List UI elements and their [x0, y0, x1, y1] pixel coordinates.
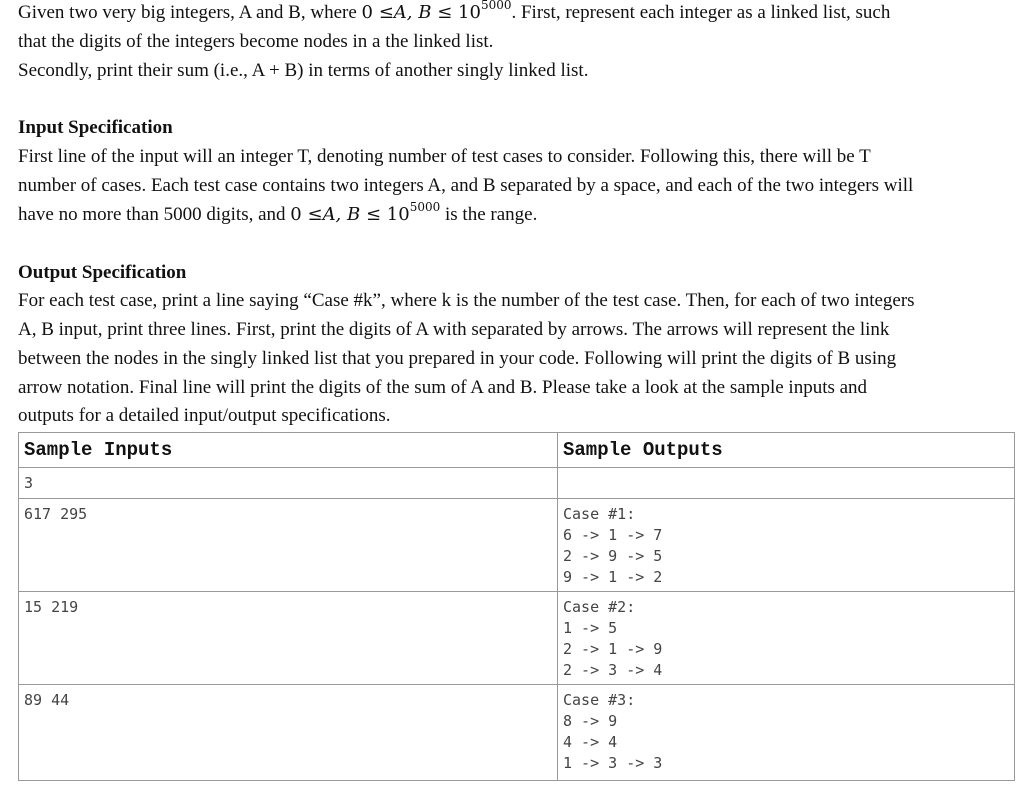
- intro-line-2: that the digits of the integers become nodes in a the linked list.: [18, 31, 494, 52]
- samples-table: [18, 432, 1015, 781]
- sample-outputs-header: Sample Outputs: [558, 433, 1015, 468]
- range-formula: 0 ≤A, $B \le 10^{5000}$: [361, 0, 512, 23]
- input-cell: 89 44: [19, 685, 558, 781]
- intro-line-3: Secondly, print their sum (i.e., A + B) in terms of another singly linked list.: [18, 60, 589, 81]
- intro-line-1: [18, 2, 890, 24]
- sample-inputs-header: Sample Inputs: [19, 433, 558, 468]
- output-cell: Case #1: 6 -> 1 -> 7 2 -> 9 -> 5 9 -> 1 -> 2: [558, 499, 1015, 592]
- output-cell: Case #3: 8 -> 9 4 -> 4 1 -> 3 -> 3: [558, 685, 1015, 781]
- output-spec-line-2: A, B input, print three lines. First, print the digits of A with separated by arrows. The arrows will represent the link: [18, 319, 890, 340]
- output-spec-line-3: between the nodes in the singly linked list that you prepared in your code. Following will print the digits of B using: [18, 348, 897, 369]
- table-row: [19, 468, 1015, 499]
- output-spec-line-4: arrow notation. Final line will print the digits of the sum of A and B. Please take a look at the sample inputs and: [18, 377, 868, 398]
- output-cell: Case #2: 1 -> 5 2 -> 1 -> 9 2 -> 3 -> 4: [558, 592, 1015, 685]
- input-spec-line-1: First line of the input will an integer T, denoting number of test cases to consider. Following this, there will be T: [18, 146, 871, 167]
- table-row: [19, 592, 1015, 685]
- range-formula-2: 0 ≤A, $B \le 10^{5000}$: [290, 200, 441, 225]
- table-row: [19, 685, 1015, 781]
- input-spec-line-3: have no more than 5000 digits, and 0 ≤A, $B \le 10^{5000}$ is the range.: [18, 200, 538, 225]
- input-spec-line-2: number of cases. Each test case contains two integers A, and B separated by a space, and each of the two integers will: [18, 175, 914, 196]
- output-spec-line-5: outputs for a detailed input/output specifications.: [18, 405, 391, 426]
- intro-text-a: Given two very big integers, A and B, where: [18, 2, 357, 23]
- intro-text-b: . First, represent each integer as a linked list, such: [511, 2, 891, 23]
- table-row: [19, 499, 1015, 592]
- input-cell: 15 219: [19, 592, 558, 685]
- input-cell: 617 295: [19, 499, 558, 592]
- empty-output-cell: [558, 468, 1015, 499]
- output-spec-line-1: For each test case, print a line saying “Case #k”, where k is the number of the test case. Then, for each of two integers: [18, 290, 915, 311]
- test-count-cell: 3: [19, 468, 558, 499]
- input-spec-heading: Input Specification: [18, 117, 173, 138]
- output-spec-heading: Output Specification: [18, 262, 187, 283]
